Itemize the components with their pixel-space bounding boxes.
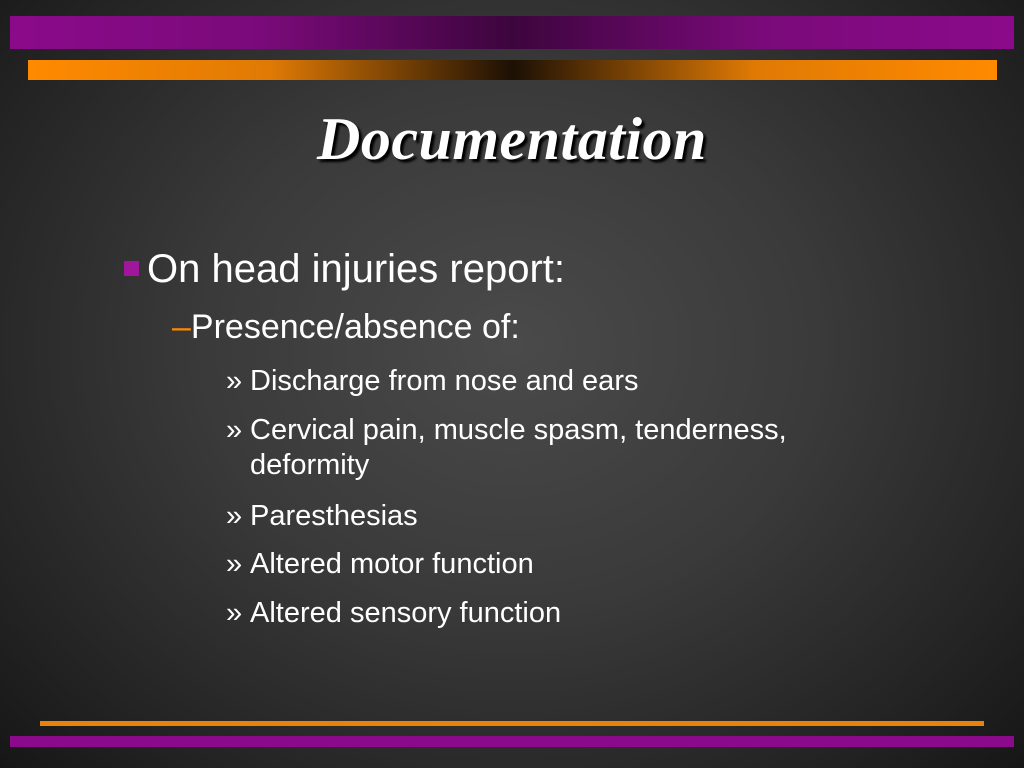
slide-title: Documentation [317,106,707,172]
top-purple-bar [10,16,1014,49]
list-item [226,364,926,399]
list-item [226,413,926,483]
bullet-level1 [124,246,565,292]
chevron-bullet-icon: » [226,414,243,446]
bullet-level1-text: On head injuries report: [147,247,566,291]
list-item-text: Cervical pain, muscle spasm, tenderness, deformity [250,414,787,481]
bullet-level2-text: Presence/absence of: [190,308,520,346]
list-item-text: Altered sensory function [250,597,562,629]
chevron-bullet-icon: » [226,597,243,629]
chevron-bullet-icon: » [226,548,243,580]
top-orange-bar [28,60,997,80]
list-item [226,596,926,631]
dash-bullet-icon: – [172,308,191,346]
bottom-orange-bar [40,721,984,726]
chevron-bullet-icon: » [226,500,243,532]
chevron-bullet-icon: » [226,365,243,397]
list-item [226,547,926,582]
square-bullet-icon [124,261,139,276]
list-item-text: Discharge from nose and ears [250,365,639,397]
bottom-purple-bar [10,736,1014,747]
list-item [226,499,926,534]
list-item-text: Paresthesias [250,500,418,532]
list-item-text: Altered motor function [250,548,534,580]
bullet-level2 [172,307,520,347]
